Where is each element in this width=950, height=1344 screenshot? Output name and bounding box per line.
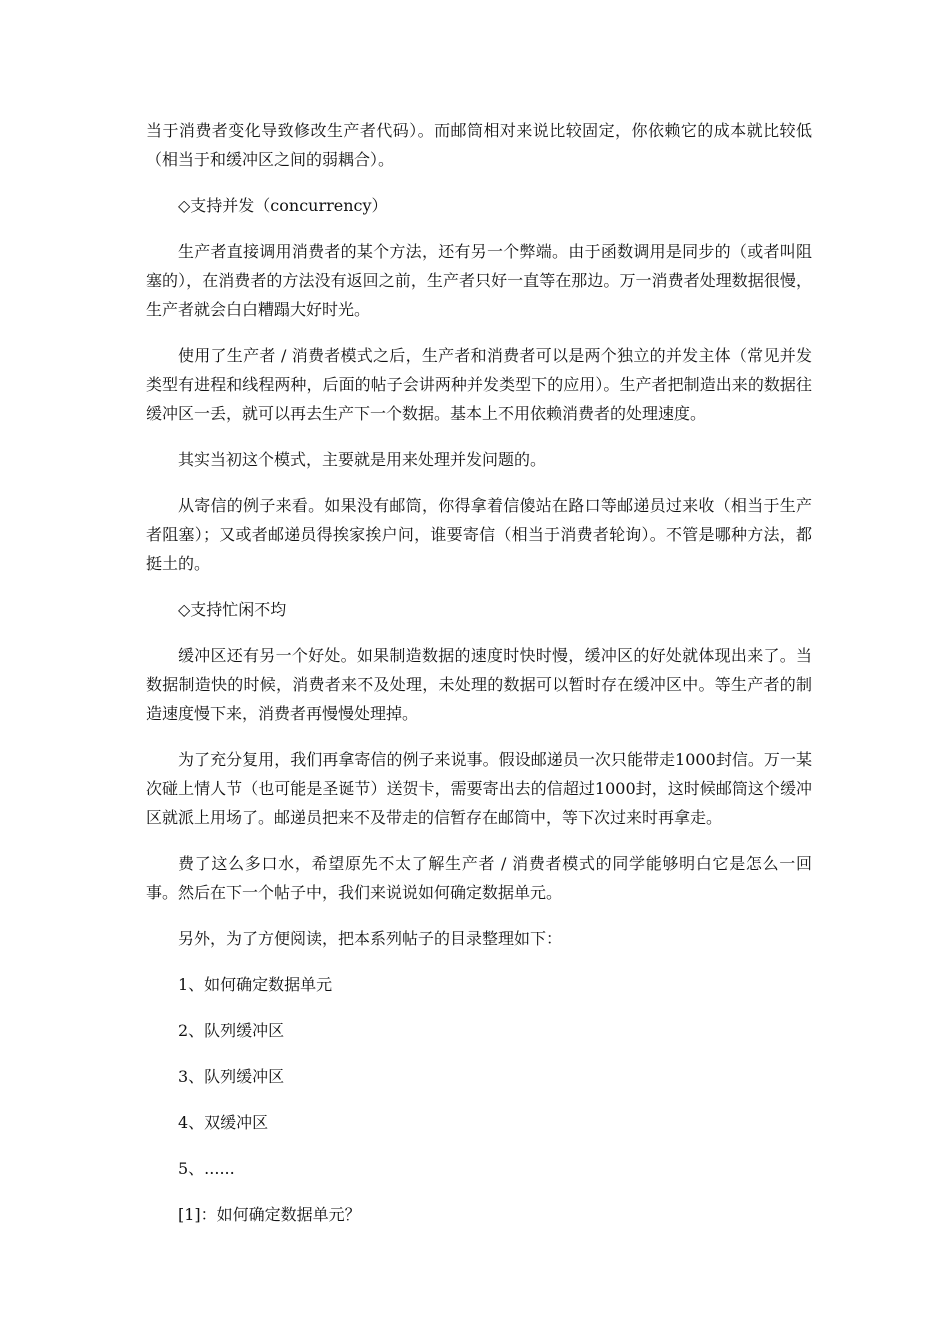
toc-link-data-unit[interactable]: [1]：如何确定数据单元？ xyxy=(178,1205,361,1224)
paragraph-sync-call-drawback: 生产者直接调用消费者的某个方法，还有另一个弊端。由于函数调用是同步的（或者叫阻塞的），在消费者的方法没有返回之前，生产者只好一直等在那边。万一消费者处理数据很慢，生产者就会白白糟蹋大好时光。 xyxy=(146,242,812,319)
paragraph-continuation: 当于消费者变化导致修改生产者代码）。而邮筒相对来说比较固定，你依赖它的成本就比较低（相当于和缓冲区之间的弱耦合）。 xyxy=(146,121,812,169)
paragraph-mail-example: 从寄信的例子来看。如果没有邮筒，你得拿着信傻站在路口等邮递员过来收（相当于生产者阻塞）；又或者邮递员得挨家挨户问，谁要寄信（相当于消费者轮询）。不管是哪种方法，都挺土的。 xyxy=(146,496,812,573)
paragraph-holiday-example: 为了充分复用，我们再拿寄信的例子来说事。假设邮递员一次只能带走1000封信。万一某次碰上情人节（也可能是圣诞节）送贺卡，需要寄出去的信超过1000封，这时候邮筒这个缓冲区就派上用场了。邮递员把来不及带走的信暂存在邮筒中，等下次过来时再拿走。 xyxy=(146,750,812,827)
paragraph-buffer-benefit: 缓冲区还有另一个好处。如果制造数据的速度时快时慢，缓冲区的好处就体现出来了。当数据制造快的时候，消费者来不及处理，未处理的数据可以暂时存在缓冲区中。等生产者的制造速度慢下来，消费者再慢慢处理掉。 xyxy=(146,646,812,723)
paragraph-conclusion: 费了这么多口水，希望原先不太了解生产者 / 消费者模式的同学能够明白它是怎么一回事。然后在下一个帖子中，我们来说说如何确定数据单元。 xyxy=(146,854,812,902)
toc-item-5: 5、...... xyxy=(178,1159,235,1178)
document-body xyxy=(146,116,812,1246)
toc-item-1: 1、如何确定数据单元 xyxy=(178,975,333,994)
toc-item-2: 2、队列缓冲区 xyxy=(178,1021,285,1040)
section-heading-uneven-load: ◇支持忙闲不均 xyxy=(178,600,287,619)
paragraph-original-purpose: 其实当初这个模式，主要就是用来处理并发问题的。 xyxy=(178,450,547,469)
section-heading-concurrency: ◇支持并发（concurrency） xyxy=(178,196,388,215)
paragraph-toc-intro: 另外，为了方便阅读，把本系列帖子的目录整理如下： xyxy=(178,929,563,948)
toc-item-3: 3、队列缓冲区 xyxy=(178,1067,285,1086)
paragraph-concurrency-benefit: 使用了生产者 / 消费者模式之后，生产者和消费者可以是两个独立的并发主体（常见并发类型有进程和线程两种，后面的帖子会讲两种并发类型下的应用）。生产者把制造出来的数据往缓冲区一丢，就可以再去生产下一个数据。基本上不用依赖消费者的处理速度。 xyxy=(146,346,812,423)
toc-item-4: 4、双缓冲区 xyxy=(178,1113,269,1132)
